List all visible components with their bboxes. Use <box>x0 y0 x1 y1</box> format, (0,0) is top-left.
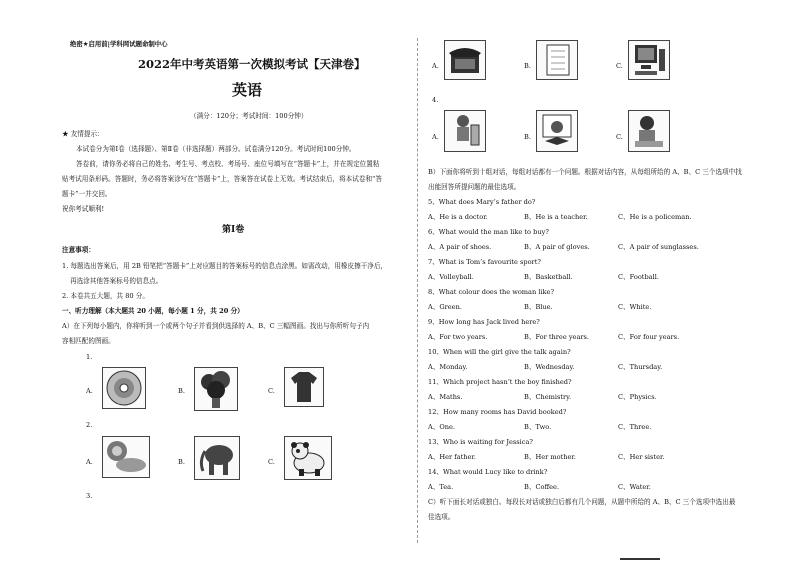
part-heading: 一、听力理解（本大题共 20 小题，每小题 1 分，共 20 分） <box>62 307 244 315</box>
part-a-instruction: A）在下列每小题内，你将听到一个或两个句子并看到供选择的 A、B、C 三幅图画。找出与你所听句子内 <box>62 322 370 330</box>
section-heading: 第Ⅰ卷 <box>222 225 245 235</box>
option-b: B、Chemistry. <box>524 393 572 401</box>
panda-icon <box>284 436 332 480</box>
option-c: C、He is a policeman. <box>618 213 692 221</box>
option-c: C、Physics. <box>618 393 657 401</box>
tips-line: 本试卷分为第Ⅰ卷（选择题）、第Ⅱ卷（非选择题）两部分。试卷满分120分。考试时间100分钟。 <box>76 145 356 153</box>
notes-line: 再选涂其他答案标号的信息点。 <box>70 277 163 285</box>
option-b: B、Coffee. <box>524 483 560 491</box>
lion-icon <box>102 436 150 478</box>
computer-icon <box>628 40 670 80</box>
question-text: 12、How many rooms has David booked? <box>428 408 567 416</box>
option-c: C、Football. <box>618 273 659 281</box>
option-label: A. <box>86 387 93 395</box>
option-c: C、Water. <box>618 483 651 491</box>
shirt-icon <box>284 367 324 407</box>
option-a: A、Green. <box>428 303 462 311</box>
notes-heading: 注意事项： <box>62 246 95 254</box>
option-a: A、A pair of shoes. <box>428 243 492 251</box>
option-label: C. <box>616 62 623 70</box>
tips-line: 题卡”一并交回。 <box>62 190 112 198</box>
notebook-icon <box>536 40 578 80</box>
option-label: C. <box>268 458 275 466</box>
question-number: 3. <box>86 492 93 500</box>
option-b: B、A pair of gloves. <box>524 243 590 251</box>
option-b: B、Two. <box>524 423 552 431</box>
question-text: 5、What does Mary’s father do? <box>428 198 536 206</box>
option-a: A、For two years. <box>428 333 488 341</box>
option-label: C. <box>268 387 275 395</box>
option-b: B、Blue. <box>524 303 553 311</box>
question-text: 13、Who is waiting for Jessica? <box>428 438 533 446</box>
tips-line: 答卷前，请你务必将自己的姓名、考生号、考点校、考场号、座位号填写在“答题卡”上，并在规定位置粘 <box>76 160 380 168</box>
option-a: A、Maths. <box>428 393 463 401</box>
notes-line: 2. 本卷共五大题，共 80 分。 <box>62 292 149 300</box>
part-a-instruction: 容相匹配的图画。 <box>62 337 115 345</box>
option-a: A、Volleyball. <box>428 273 474 281</box>
confidential-header: 绝密★启用前|学科网试题命制中心 <box>70 40 168 48</box>
option-c: C、Thursday. <box>618 363 663 371</box>
option-c: C、Her sister. <box>618 453 665 461</box>
boy-icon <box>444 110 486 152</box>
option-label: B. <box>524 133 531 141</box>
question-text: 6、What would the man like to buy? <box>428 228 549 236</box>
option-b: B、Basketball. <box>524 273 573 281</box>
elephant-icon <box>194 436 240 480</box>
option-c: C、White. <box>618 303 652 311</box>
plant-icon <box>194 367 238 411</box>
option-a: A、Her father. <box>428 453 476 461</box>
option-label: B. <box>178 458 185 466</box>
tips-line: 贴考试用条形码。答题时，务必将答案涂写在“答题卡”上，答案答在试卷上无效。考试结束后，将本试卷和“答 <box>62 175 383 183</box>
option-label: B. <box>524 62 531 70</box>
subject-title: 英语 <box>232 81 263 99</box>
option-label: B. <box>178 387 185 395</box>
option-label: A. <box>432 62 439 70</box>
tips-line: 祝你考试顺利! <box>62 205 105 213</box>
question-text: 10、When will the girl give the talk again? <box>428 348 571 356</box>
part-c-instruction: C）听下面长对话或独白。每段长对话或独白后都有几个问题，从题中所给的 A、B、C 三个选项中选出最 <box>428 498 736 506</box>
option-label: C. <box>616 133 623 141</box>
notes-line: 1. 每题选出答案后，用 2B 铅笔把“答题卡”上对应题目的答案标号的信息点涂黑。如需改动，用橡皮擦干净后， <box>62 262 388 270</box>
column-divider <box>417 38 418 543</box>
exam-title: 2022年中考英语第一次模拟考试【天津卷】 <box>138 57 366 71</box>
girl-bow-icon <box>536 110 578 152</box>
cd-icon <box>102 367 146 409</box>
option-c: C、Three. <box>618 423 652 431</box>
option-label: A. <box>432 133 439 141</box>
option-b: B、He is a teacher. <box>524 213 588 221</box>
exam-meta: （满分：120分；考试时间：100分钟） <box>190 112 308 120</box>
part-b-instruction: B）下面你将听到十组对话，每组对话都有一个问题。根据对话内容，从每组所给的 A、B、C 三个选项中找 <box>428 168 742 176</box>
question-number: 1. <box>86 353 93 361</box>
page-footer-mark <box>620 558 660 560</box>
question-text: 8、What colour does the woman like? <box>428 288 554 296</box>
question-text: 14、What would Lucy like to drink? <box>428 468 548 476</box>
part-b-instruction: 出能回答所提问题的最佳选项。 <box>428 183 521 191</box>
question-number: 4. <box>432 96 439 104</box>
option-b: B、Her mother. <box>524 453 576 461</box>
question-text: 7、What is Tom’s favourite sport? <box>428 258 541 266</box>
question-number: 2. <box>86 421 93 429</box>
option-a: A、Tea. <box>428 483 454 491</box>
option-a: A、One. <box>428 423 456 431</box>
option-b: B、For three years. <box>524 333 590 341</box>
question-text: 11、Which project hasn’t the boy finished? <box>428 378 572 386</box>
option-c: C、For four years. <box>618 333 680 341</box>
phone-icon <box>444 40 486 80</box>
girl-drawing-icon <box>628 110 670 152</box>
tips-heading: ★ 友情提示： <box>62 130 104 138</box>
option-b: B、Wednesday. <box>524 363 575 371</box>
option-a: A、Monday. <box>428 363 468 371</box>
option-a: A、He is a doctor. <box>428 213 488 221</box>
question-text: 9、How long has Jack lived here? <box>428 318 540 326</box>
option-label: A. <box>86 458 93 466</box>
part-c-instruction: 佳选项。 <box>428 513 455 521</box>
option-c: C、A pair of sunglasses. <box>618 243 699 251</box>
